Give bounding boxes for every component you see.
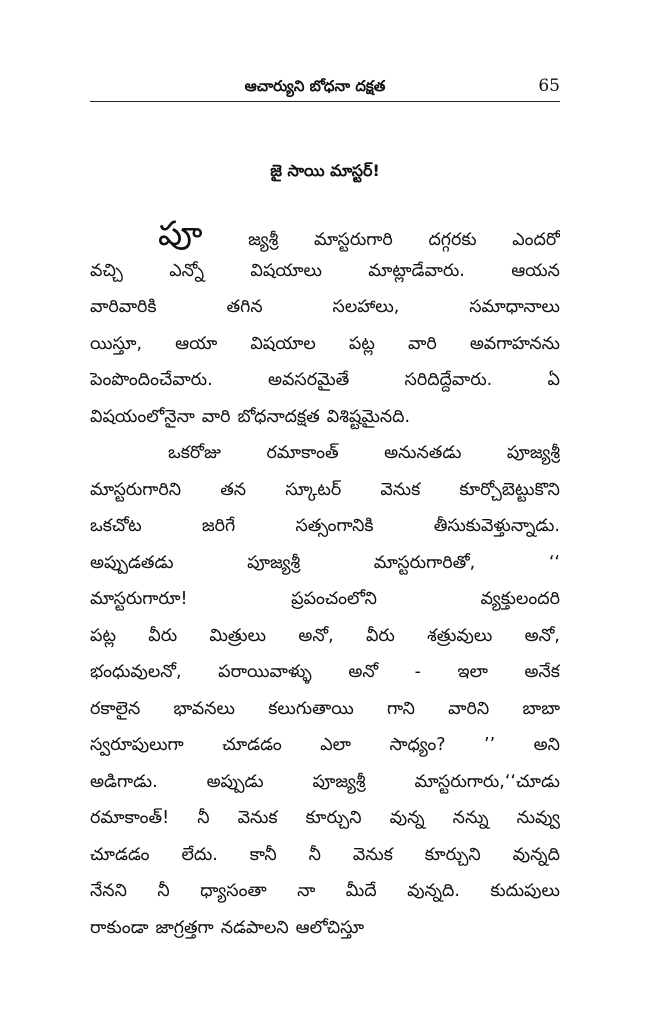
word: అప్పుడతడు xyxy=(90,552,174,573)
word: ‘‘ xyxy=(548,552,560,573)
word: నా xyxy=(297,881,316,901)
text-line xyxy=(90,508,560,545)
word: విశిష్టమైనది. xyxy=(326,406,411,427)
word: వున్నది xyxy=(512,844,560,865)
word: వీరు xyxy=(365,625,395,646)
word: విషయంలోనైనా xyxy=(90,406,195,427)
text-line xyxy=(90,362,560,399)
word: గాని xyxy=(387,698,415,719)
word: అని xyxy=(533,735,560,755)
word: - xyxy=(414,662,421,682)
word: మాస్టరుగారిని xyxy=(90,479,182,500)
word: చూడడం xyxy=(222,735,282,755)
word: నువ్వు xyxy=(516,808,560,828)
text-line xyxy=(90,435,560,472)
word: అనో xyxy=(348,662,379,682)
word: నీ xyxy=(308,844,321,865)
word: సరిదిద్దేవారు. xyxy=(404,370,493,390)
word: జాగ్రత్తగా xyxy=(155,917,214,938)
word: కుదుపులు xyxy=(490,881,560,901)
word: ఎలా xyxy=(320,735,351,755)
word: విషయాల xyxy=(250,333,316,354)
word: నడపాలని xyxy=(220,917,289,938)
word: సలహాలు, xyxy=(332,297,400,317)
word: విషయాలు xyxy=(250,260,322,281)
text-line xyxy=(90,654,560,691)
word: బోధనాదక్షత xyxy=(237,406,320,427)
word: కలుగుతాయి xyxy=(268,698,354,719)
text-line xyxy=(90,800,560,837)
text-line xyxy=(90,326,560,363)
word: భావనలు xyxy=(173,698,235,719)
word: రాకుండా xyxy=(90,917,149,938)
word: పట్ల xyxy=(348,333,375,354)
word: సత్సంగానికి xyxy=(295,516,374,536)
word: వ్యక్తులందరి xyxy=(480,589,560,609)
word: ఆలోచిస్తూ xyxy=(295,917,365,938)
word: కూర్చుని xyxy=(305,808,362,828)
text-line xyxy=(90,253,560,290)
word: తీసుకువెళ్తున్నాడు. xyxy=(433,516,560,536)
text-line xyxy=(90,691,560,728)
word: తన xyxy=(220,479,247,500)
word: వీరు xyxy=(148,625,178,646)
word: పెంపొందించేవారు. xyxy=(90,370,213,390)
word: వారివారికి xyxy=(90,297,157,317)
word: అడిగాడు. xyxy=(90,771,158,792)
text-line xyxy=(90,727,560,764)
word: మిత్రులు xyxy=(209,625,267,646)
word: వారి xyxy=(201,406,231,427)
word: మాస్టరుగారి xyxy=(313,230,393,250)
word: మాస్టరుగారితో, xyxy=(373,552,476,573)
running-header xyxy=(90,74,560,102)
word: పూజ్యశ్రీ xyxy=(312,771,366,792)
word: వున్న xyxy=(389,808,425,828)
word: కూర్చుని xyxy=(424,844,481,865)
text-line xyxy=(90,399,560,436)
word: పట్ల xyxy=(90,625,116,646)
word: వున్నది. xyxy=(407,881,460,901)
word: జ్యశ్రీ xyxy=(248,230,279,250)
word: అప్పుడు xyxy=(206,771,264,792)
word: వెనుక xyxy=(237,808,278,828)
text-line xyxy=(90,837,560,874)
word: లేదు. xyxy=(181,844,218,865)
word: ప్రపంచంలోని xyxy=(291,589,377,609)
word: అనో, xyxy=(298,625,334,646)
word: మాస్టరుగారూ! xyxy=(90,589,188,609)
word: వెనుక xyxy=(352,844,393,865)
word: రకాలైన xyxy=(90,698,141,719)
word: పరాయివాళ్ళు xyxy=(218,662,312,682)
word: ఒకచోట xyxy=(90,516,142,536)
word: అనేక xyxy=(524,662,560,682)
body-text xyxy=(90,216,560,946)
word: అవసరమైతే xyxy=(267,370,350,390)
word: దగ్గరకు xyxy=(428,230,477,250)
word: సాధ్యం? xyxy=(389,735,446,755)
word: అవగాహనను xyxy=(469,333,560,354)
text-line xyxy=(90,581,560,618)
chapter-title: జై సాయి మాస్టర్! xyxy=(270,161,380,180)
text-line xyxy=(90,472,560,509)
word: వారిని xyxy=(448,698,490,719)
word: ఇలా xyxy=(457,662,488,682)
word: చూడడం xyxy=(90,844,150,865)
word: మీదే xyxy=(345,881,377,901)
word: పూజ్యశ్రీ xyxy=(506,443,560,463)
word: వారి xyxy=(407,333,437,354)
word: రమాకాంత్! xyxy=(90,808,170,828)
word: ఎందరో xyxy=(512,230,560,250)
word: ఎన్నో xyxy=(169,260,205,281)
text-line xyxy=(90,216,560,253)
word: నేనని xyxy=(90,881,127,901)
word: భంధువులనో, xyxy=(90,662,182,682)
page-number: 65 xyxy=(538,76,560,96)
word: శత్రువులు xyxy=(427,625,493,646)
text-line xyxy=(90,289,560,326)
word: స్వరూపులుగా xyxy=(90,735,184,755)
word: యిస్తూ, xyxy=(90,333,143,354)
word: వచ్చి xyxy=(90,260,123,281)
text-line xyxy=(90,764,560,801)
word: నీ xyxy=(197,808,210,828)
word: ఆయా xyxy=(175,333,218,354)
running-title: ఆచార్యుని బోధనా దక్షత xyxy=(244,77,386,95)
word: మాస్టరుగారు,‘‘చూడు xyxy=(414,771,560,792)
word: ధ్యాసంతా xyxy=(200,881,267,901)
word: మాట్లాడేవారు. xyxy=(368,260,465,281)
header-rule xyxy=(90,101,560,102)
word: స్కూటర్ xyxy=(285,479,342,500)
word: వెనుక xyxy=(380,479,421,500)
word: సమాధానాలు xyxy=(469,297,560,317)
word: ఆయన xyxy=(511,260,560,281)
word: ఒకరోజు xyxy=(168,443,221,463)
word: పూజ్యశ్రీ xyxy=(247,552,301,573)
word: బాబా xyxy=(522,698,560,719)
word: కూర్చోబెట్టుకొని xyxy=(459,479,560,500)
word: ’’ xyxy=(484,735,496,755)
word: ఏ xyxy=(547,370,560,390)
word: నన్ను xyxy=(452,808,489,828)
word: అనో, xyxy=(524,625,560,646)
word: తగిన xyxy=(226,297,263,317)
text-line xyxy=(90,910,560,947)
word: జరిగే xyxy=(201,516,236,536)
word: నీ xyxy=(157,881,170,901)
drop-cap: పూ xyxy=(158,216,203,253)
text-line xyxy=(90,618,560,655)
word: కానీ xyxy=(249,844,277,865)
text-line xyxy=(90,873,560,910)
word: అనునతడు xyxy=(384,443,462,463)
text-line xyxy=(90,545,560,582)
word: రమాకాంత్ xyxy=(266,443,339,463)
